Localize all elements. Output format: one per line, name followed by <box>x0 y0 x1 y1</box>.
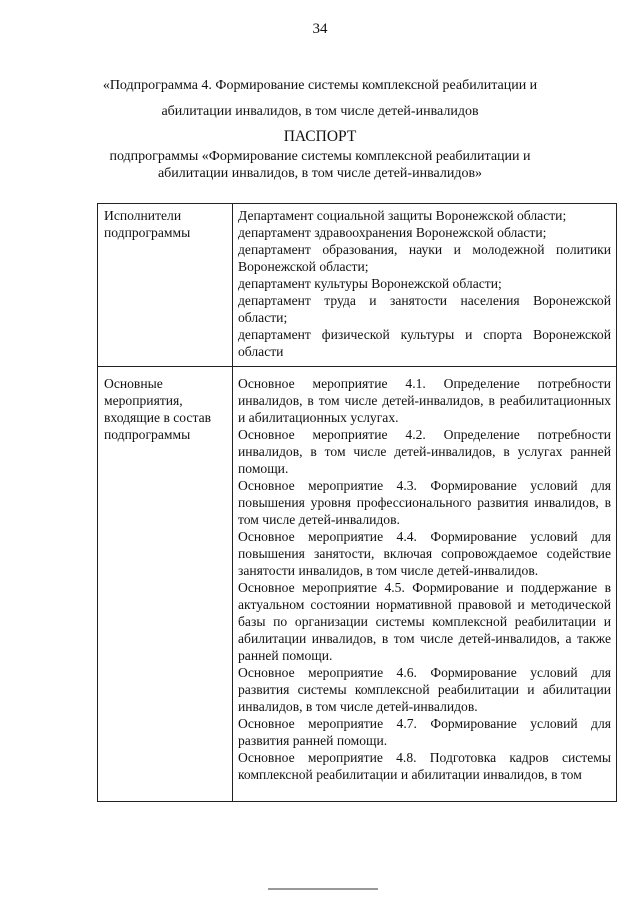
subprogram-heading-line-1: «Подпрограмма 4. Формирование системы комплексной реабилитации и <box>102 78 538 93</box>
executors-value <box>233 204 617 367</box>
table-row-executors <box>98 204 617 367</box>
executor-line: департамент культуры Воронежской области; <box>238 276 502 291</box>
passport-table <box>97 203 617 802</box>
activity-item: Основное мероприятие 4.5. Формирование и поддержание в актуальном состоянии нормативной правовой и методической базы по организации системы комплексной реабилитации и абилитации инвалидов, в том числе детей-инвалидов, а также ранней помощи. <box>238 580 611 663</box>
executor-line: области; <box>238 310 288 325</box>
executors-label: Исполнители подпрограммы <box>98 204 233 367</box>
executor-line: департамент физической культуры и спорта Воронежской <box>238 327 611 342</box>
activities-value <box>233 367 617 802</box>
scan-edge-mark <box>268 888 378 890</box>
page-number: 34 <box>312 21 328 37</box>
executor-line: департамент образования, науки и молодежной политики <box>238 242 611 257</box>
executor-line: Воронежской области; <box>238 259 369 274</box>
activity-item: Основное мероприятие 4.7. Формирование условий для развития ранней помощи. <box>238 716 611 748</box>
activity-item: Основное мероприятие 4.8. Подготовка кадров системы комплексной реабилитации и абилитации инвалидов, в том <box>238 750 611 782</box>
executor-line: департамент здравоохранения Воронежской области; <box>238 225 547 240</box>
executor-line: Департамент социальной защиты Воронежской области; <box>238 208 567 223</box>
activity-item: Основное мероприятие 4.1. Определение потребности инвалидов, в том числе детей-инвалидов, в реабилитационных и абилитационных услугах. <box>238 376 611 425</box>
passport-subtitle-line-2: абилитации инвалидов, в том числе детей-инвалидов» <box>157 166 483 181</box>
activities-label: Основные мероприятия, входящие в состав подпрограммы <box>98 367 233 802</box>
executor-line: департамент труда и занятости населения Воронежской <box>238 293 611 308</box>
passport-title: ПАСПОРТ <box>283 128 357 145</box>
activity-item: Основное мероприятие 4.2. Определение потребности инвалидов, в том числе детей-инвалидов, в услугах ранней помощи. <box>238 427 611 476</box>
activity-item: Основное мероприятие 4.6. Формирование условий для развития системы комплексной реабилитации и абилитации инвалидов, в том числе детей-инвалидов. <box>238 665 611 714</box>
activity-item: Основное мероприятие 4.3. Формирование условий для повышения уровня профессионального развития инвалидов, в том числе детей-инвалидов. <box>238 478 611 527</box>
activity-item: Основное мероприятие 4.4. Формирование условий для повышения занятости, включая сопровождаемое содействие занятости инвалидов, в том числе детей-инвалидов. <box>238 529 611 578</box>
passport-subtitle-line-1: подпрограммы «Формирование системы комплексной реабилитации и <box>109 149 531 164</box>
subprogram-heading-line-2: абилитации инвалидов, в том числе детей-инвалидов <box>161 104 479 119</box>
executor-line: области <box>238 344 284 359</box>
table-row-activities <box>98 367 617 802</box>
